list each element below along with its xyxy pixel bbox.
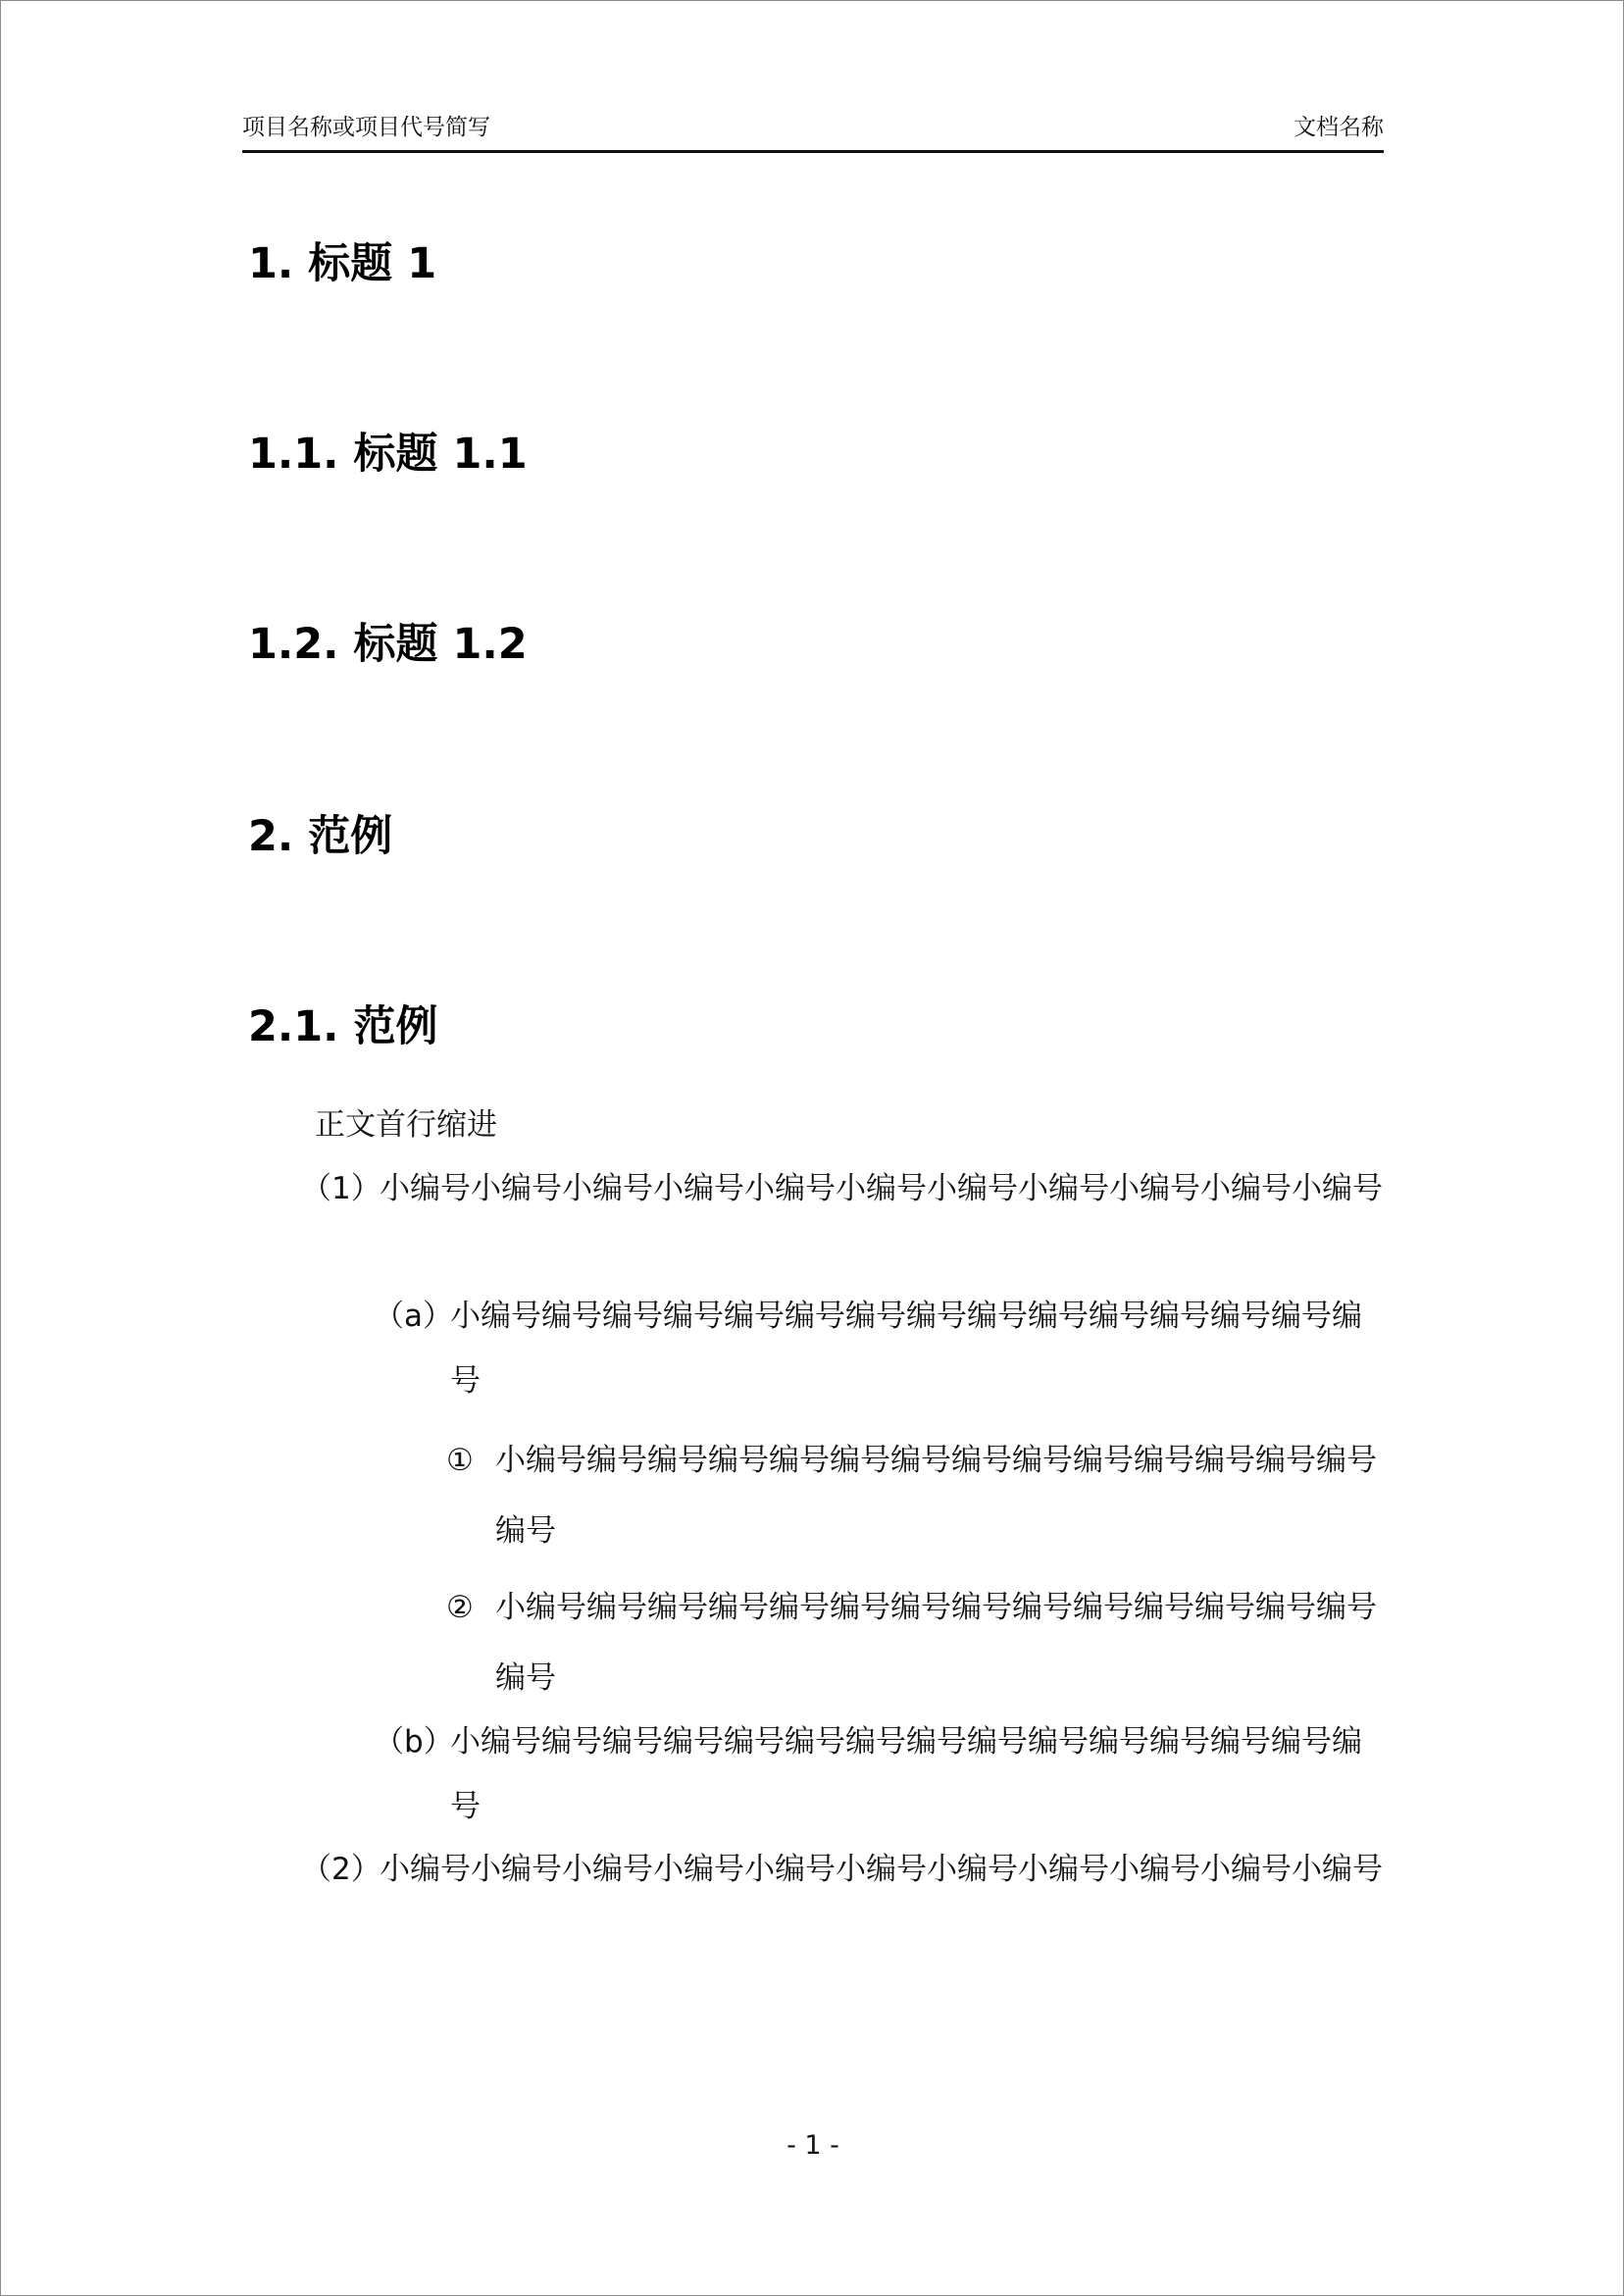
heading-number: 1.2. bbox=[248, 620, 339, 669]
list-item-text: 小编号编号编号编号编号编号编号编号编号编号编号编号编号编号编号 bbox=[450, 1724, 1362, 1824]
list-marker: （b） bbox=[374, 1724, 454, 1760]
heading-1-1 bbox=[248, 429, 528, 480]
list-item-2 bbox=[301, 1837, 1386, 1902]
header-document-name: 文档名称 bbox=[1294, 115, 1384, 140]
list-marker: （a） bbox=[374, 1299, 453, 1334]
heading-2-1 bbox=[248, 1001, 438, 1052]
heading-1 bbox=[248, 238, 436, 289]
list-marker: ② bbox=[446, 1590, 474, 1625]
list-item-text: 小编号编号编号编号编号编号编号编号编号编号编号编号编号编号编号 bbox=[495, 1590, 1377, 1696]
list-item-circle-1 bbox=[446, 1425, 1386, 1566]
heading-text: 范例 bbox=[308, 812, 393, 861]
heading-number: 1. bbox=[248, 239, 294, 288]
heading-text: 标题 1.2 bbox=[353, 620, 528, 669]
list-item-text: 小编号小编号小编号小编号小编号小编号小编号小编号小编号小编号小编号 bbox=[380, 1852, 1383, 1887]
heading-text: 标题 1.1 bbox=[353, 430, 528, 479]
heading-number: 2. bbox=[248, 812, 294, 861]
heading-2 bbox=[248, 811, 392, 862]
list-item-text: 小编号小编号小编号小编号小编号小编号小编号小编号小编号小编号小编号 bbox=[380, 1171, 1383, 1206]
list-item-1 bbox=[301, 1156, 1386, 1221]
page-number: - 1 - bbox=[787, 2130, 839, 2161]
list-item-text: 小编号编号编号编号编号编号编号编号编号编号编号编号编号编号编号 bbox=[495, 1443, 1377, 1549]
list-marker: （1） bbox=[301, 1171, 381, 1206]
heading-number: 2.1. bbox=[248, 1002, 339, 1051]
list-item-circle-2 bbox=[446, 1572, 1386, 1713]
heading-text: 范例 bbox=[353, 1002, 438, 1051]
list-marker: ① bbox=[446, 1443, 474, 1478]
list-marker: （2） bbox=[301, 1852, 381, 1887]
list-item-a bbox=[374, 1284, 1386, 1413]
list-item-text: 小编号编号编号编号编号编号编号编号编号编号编号编号编号编号编号 bbox=[450, 1299, 1362, 1399]
heading-1-2 bbox=[248, 619, 528, 670]
heading-number: 1.1. bbox=[248, 430, 339, 479]
header-project-name: 项目名称或项目代号简写 bbox=[242, 115, 490, 140]
indented-paragraph: 正文首行缩进 bbox=[315, 1107, 497, 1143]
heading-text: 标题 1 bbox=[308, 239, 437, 288]
list-item-b bbox=[374, 1709, 1386, 1839]
page-header bbox=[242, 107, 1384, 153]
